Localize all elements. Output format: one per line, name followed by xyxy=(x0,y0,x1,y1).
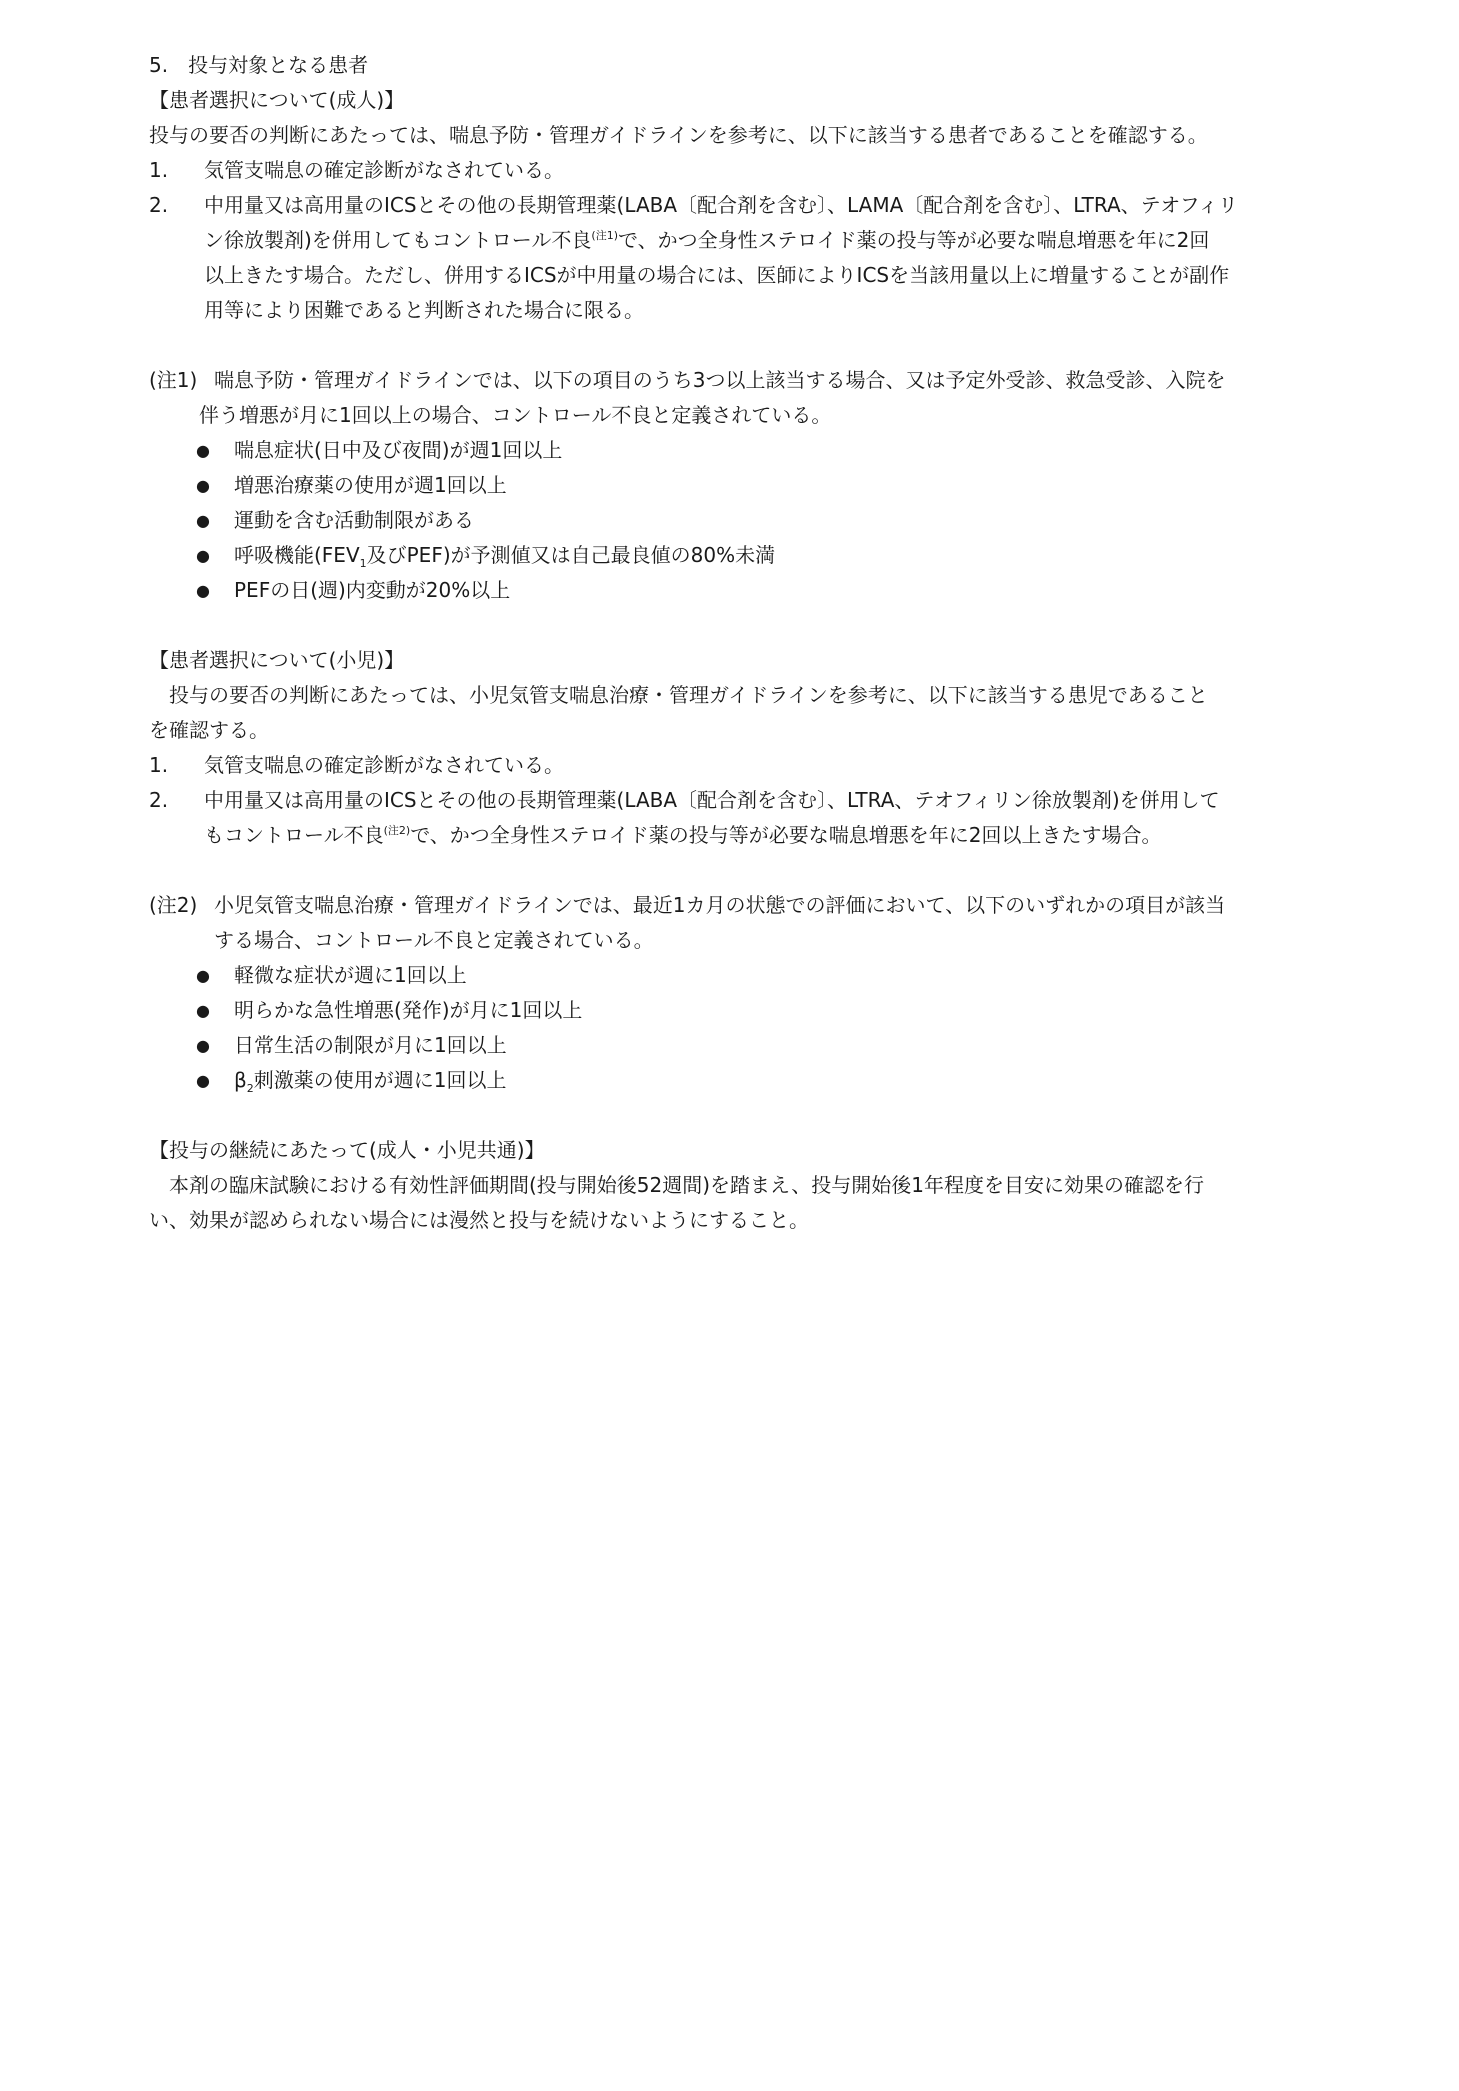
section-heading: 5. 投与対象となる患者 xyxy=(149,53,369,77)
adult-selection-heading: 【患者選択について(成人)】 xyxy=(149,88,405,112)
item-number: 2. xyxy=(149,788,169,812)
note-reference: (注2) xyxy=(383,824,411,837)
item-number: 1. xyxy=(149,158,169,182)
document-page xyxy=(149,48,1319,1238)
bullet-item: ● 日常生活の制限が月に1回以上 xyxy=(149,1028,1319,1063)
note-text: 喘息予防・管理ガイドラインでは、以下の項目のうち3つ以上該当する場合、又は予定外受診、救急受診、入院を xyxy=(214,368,1226,392)
adult-item-2-continuation: 以上きたす場合。ただし、併用するICSが中用量の場合には、医師によりICSを当該用量以上に増量することが副作 xyxy=(204,263,1230,287)
bullet-item: ● 軽微な症状が週に1回以上 xyxy=(149,958,1319,993)
continuation-heading: 【投与の継続にあたって(成人・小児共通)】 xyxy=(149,1138,545,1162)
bullet-item: ● 呼吸機能($FEV_1$及びPEF)が予測値又は自己最良値の80%未満 xyxy=(149,538,1319,573)
item-text: 中用量又は高用量のICSとその他の長期管理薬(LABA〔配合剤を含む〕、LAMA〔配合剤を含む〕、LTRA、テオフィリ xyxy=(204,193,1239,217)
bullet-icon: ● xyxy=(196,441,210,460)
bullet-item: ● 運動を含む活動制限がある xyxy=(149,503,1319,538)
bullet-item: ● $\beta_2$刺激薬の使用が週に1回以上 xyxy=(149,1063,1319,1098)
bullet-item: ● 喘息症状(日中及び夜間)が週1回以上 xyxy=(149,433,1319,468)
note-reference: (注1) xyxy=(591,229,618,242)
adult-item-2-continuation: ン徐放製剤)を併用してもコントロール不良$^{(注1)}$で、かつ全身性ステロイド薬の投与等が必要な喘息増悪を年に2回 xyxy=(204,228,1210,252)
note-label: (注2) xyxy=(149,893,198,917)
adult-item-1 xyxy=(149,153,1319,188)
item-text: 気管支喘息の確定診断がなされている。 xyxy=(204,158,564,182)
child-intro-continuation: を確認する。 xyxy=(149,718,269,742)
continuation-text: 本剤の臨床試験における有効性評価期間(投与開始後52週間)を踏まえ、投与開始後1年程度を目安に効果の確認を行 xyxy=(169,1173,1204,1197)
child-note-continuation: する場合、コントロール不良と定義されている。 xyxy=(214,928,654,952)
continuation-text-continuation: い、効果が認められない場合には漫然と投与を続けないようにすること。 xyxy=(149,1208,809,1232)
item-text: 気管支喘息の確定診断がなされている。 xyxy=(204,753,564,777)
item-number: 1. xyxy=(149,753,169,777)
item-number: 2. xyxy=(149,193,169,217)
item-text: 中用量又は高用量のICSとその他の長期管理薬(LABA〔配合剤を含む〕、LTRA、テオフィリン徐放製剤)を併用して xyxy=(204,788,1220,812)
bullet-icon: ● xyxy=(196,966,210,985)
adult-intro: 投与の要否の判断にあたっては、喘息予防・管理ガイドラインを参考に、以下に該当する患者であることを確認する。 xyxy=(149,123,1208,147)
bullet-icon: ● xyxy=(196,1071,210,1090)
note-label: (注1) xyxy=(149,368,198,392)
bullet-icon: ● xyxy=(196,581,210,600)
adult-item-2-continuation: 用等により困難であると判断された場合に限る。 xyxy=(204,298,644,322)
bullet-icon: ● xyxy=(196,476,210,495)
child-intro: 投与の要否の判断にあたっては、小児気管支喘息治療・管理ガイドラインを参考に、以下に該当する患児であること xyxy=(169,683,1208,707)
bullet-item: ● PEFの日(週)内変動が20%以上 xyxy=(149,573,1319,608)
child-note xyxy=(149,888,1319,923)
child-selection-heading: 【患者選択について(小児)】 xyxy=(149,648,405,672)
child-item-2 xyxy=(149,783,1319,818)
bullet-icon: ● xyxy=(196,1036,210,1055)
bullet-item: ● 増悪治療薬の使用が週1回以上 xyxy=(149,468,1319,503)
child-item-1 xyxy=(149,748,1319,783)
bullet-icon: ● xyxy=(196,1001,210,1020)
child-item-2-continuation: もコントロール不良$^{(注2)}$で、かつ全身性ステロイド薬の投与等が必要な喘息増悪を年に2回以上きたす場合。 xyxy=(204,823,1162,847)
adult-note xyxy=(149,363,1319,398)
bullet-icon: ● xyxy=(196,511,210,530)
bullet-icon: ● xyxy=(196,546,210,565)
bullet-item: ● 明らかな急性増悪(発作)が月に1回以上 xyxy=(149,993,1319,1028)
note-text: 小児気管支喘息治療・管理ガイドラインでは、最近1カ月の状態での評価において、以下のいずれかの項目が該当 xyxy=(214,893,1226,917)
adult-note-continuation: 伴う増悪が月に1回以上の場合、コントロール不良と定義されている。 xyxy=(199,403,832,427)
adult-item-2 xyxy=(149,188,1319,223)
